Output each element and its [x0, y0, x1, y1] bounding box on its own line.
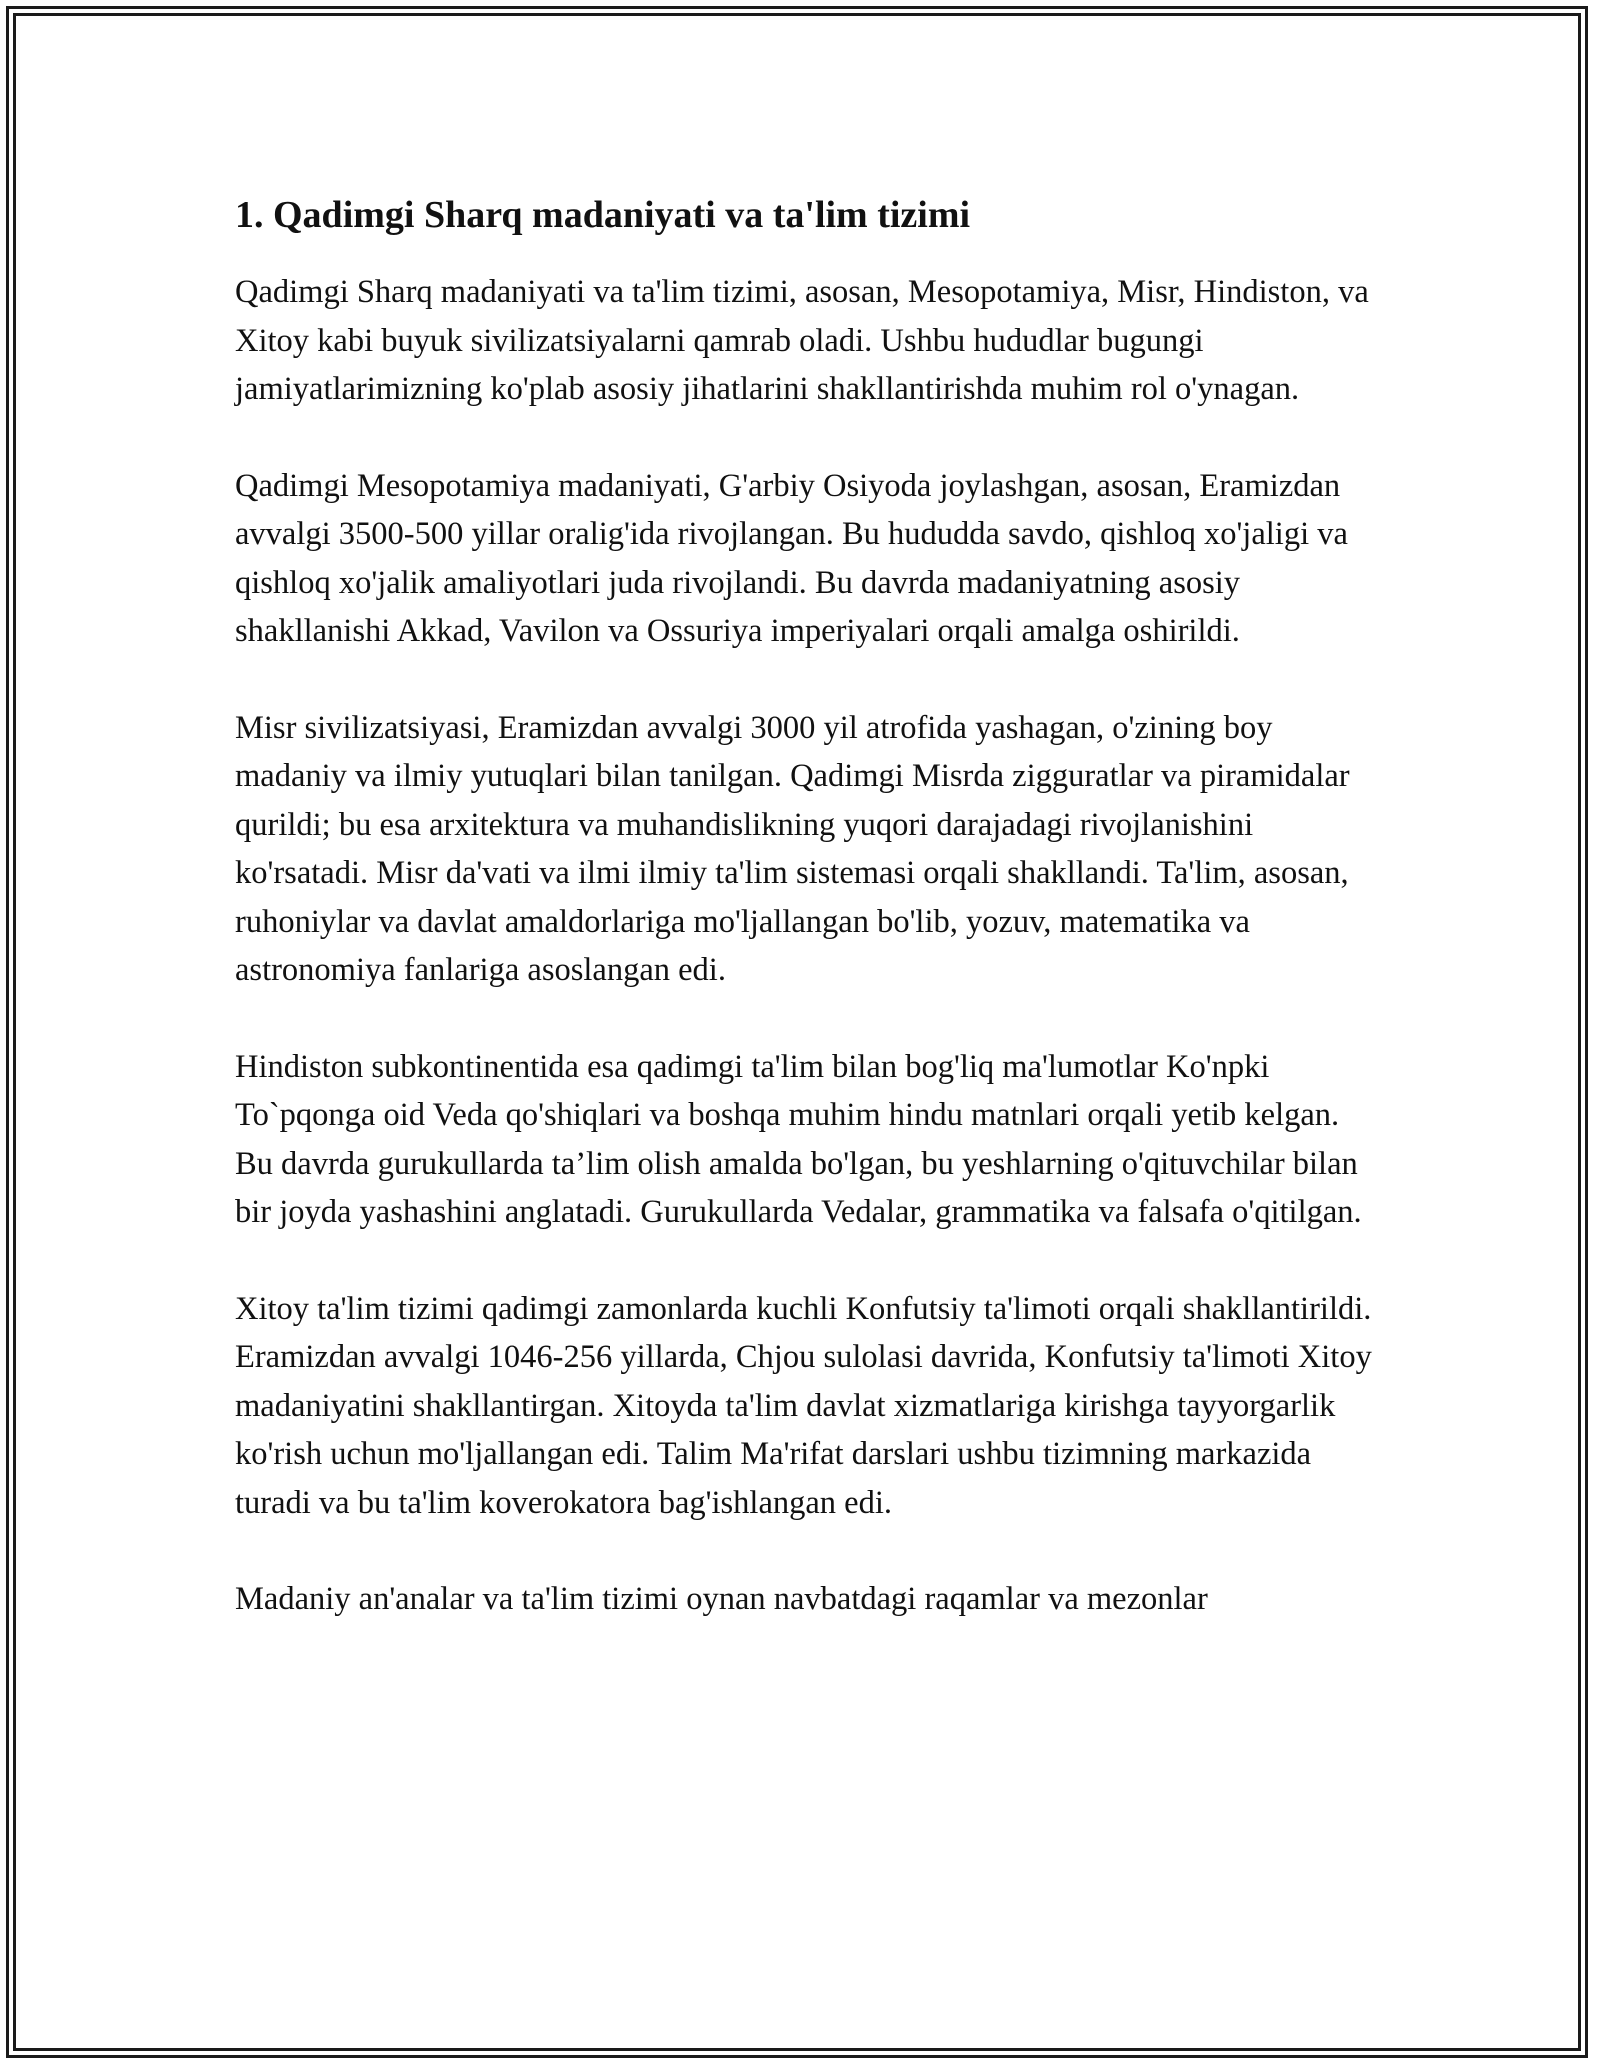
paragraph-egypt: Misr sivilizatsiyasi, Eramizdan avvalgi 3000 yil atrofida yashagan, o'zining boy madaniy va ilmiy yutuqlari bilan tanilgan. Qadimgi Misrda zigguratlar va piramidalar qurildi; bu esa arxitektura va muhandislikning yuqori darajadagi rivojlanishini ko'rsatadi. Misr da'vati va ilmi ilmiy ta'lim sistemasi orqali shakllandi. Ta'lim, asosan, ruhoniylar va davlat amaldorlariga mo'ljallangan bo'lib, yozuv, matematika va astronomiya fanlariga asoslangan edi.	[235, 709, 1350, 988]
document-body	[235, 187, 1385, 1672]
paragraph-traditions: Madaniy an'analar va ta'lim tizimi oynan navbatdagi raqamlar va mezonlar	[235, 1581, 1208, 1617]
paragraph-introduction: Qadimgi Sharq madaniyati va ta'lim tizimi, asosan, Mesopotamiya, Misr, Hindiston, va Xitoy kabi buyuk sivilizatsiyalarni qamrab oladi. Ushbu hududlar bugungi jamiyatlarimizning ko'plab asosiy jihatlarini shakllantirishda muhim rol o'ynagan.	[235, 274, 1369, 407]
paragraph-china: Xitoy ta'lim tizimi qadimgi zamonlarda kuchli Konfutsiy ta'limoti orqali shakllantirildi. Eramizdan avvalgi 1046-256 yillarda, Chjou sulolasi davrida, Konfutsiy ta'limoti Xitoy madaniyatini shakllantirgan. Xitoyda ta'lim davlat xizmatlariga kirishga tayyorgarlik ko'rish uchun mo'ljallangan edi. Talim Ma'rifat darslari ushbu tizimning markazida turadi va bu ta'lim koverokatora bag'ishlangan edi.	[235, 1290, 1372, 1521]
paragraph-india: Hindiston subkontinentida esa qadimgi ta'lim bilan bog'liq ma'lumotlar Ko'npki To`pqonga oid Veda qo'shiqlari va boshqa muhim hindu matnlari orqali yetib kelgan. Bu davrda gurukullarda ta’lim olish amalda bo'lgan, bu yeshlarning o'qituvchilar bilan bir joyda yashashini anglatadi. Gurukullarda Vedalar, grammatika va falsafa o'qitilgan.	[235, 1048, 1362, 1230]
section-heading: 1. Qadimgi Sharq madaniyati va ta'lim tizimi	[235, 194, 971, 236]
paragraph-mesopotamia: Qadimgi Mesopotamiya madaniyati, G'arbiy Osiyoda joylashgan, asosan, Eramizdan avvalgi 3500-500 yillar oralig'ida rivojlangan. Bu hududda savdo, qishloq xo'jaligi va qishloq xo'jalik amaliyotlari juda rivojlandi. Bu davrda madaniyatning asosiy shakllanishi Akkad, Vavilon va Ossuriya imperiyalari orqali amalga oshirildi.	[235, 467, 1348, 649]
